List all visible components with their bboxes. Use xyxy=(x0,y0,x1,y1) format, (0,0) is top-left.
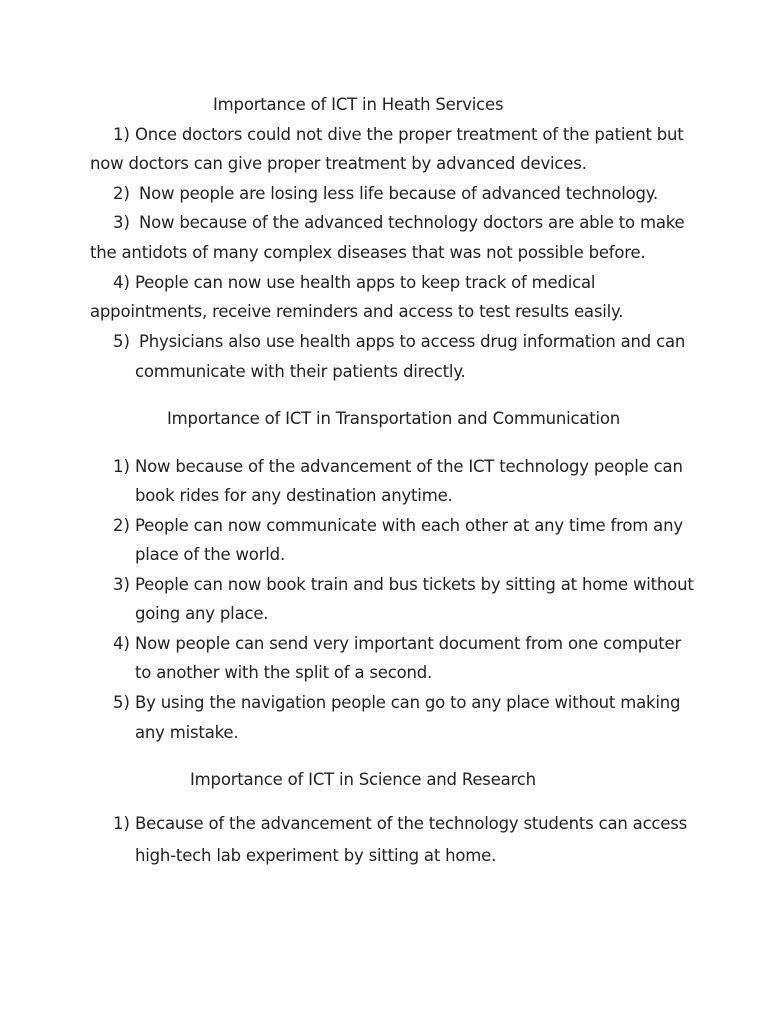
list-item-line: People can now use health apps to keep track of medical xyxy=(135,273,596,292)
list-item-line: high-tech lab experiment by sitting at home. xyxy=(135,846,497,865)
list-item-line: Now because of the advanced technology doctors are able to make xyxy=(139,213,685,232)
list-number: 3) xyxy=(113,213,130,232)
list-number: 2) xyxy=(113,184,130,203)
list-item-line: to another with the split of a second. xyxy=(135,663,433,682)
list-item-line: now doctors can give proper treatment by advanced devices. xyxy=(90,154,587,173)
list-number: 2) xyxy=(113,516,130,535)
list-item-line: Because of the advancement of the technology students can access xyxy=(135,814,688,833)
section-heading-health: Importance of ICT in Heath Services xyxy=(213,95,504,114)
list-item-line: appointments, receive reminders and access to test results easily. xyxy=(90,302,624,321)
list-item-line: going any place. xyxy=(135,604,269,623)
list-item-line: People can now communicate with each other at any time from any xyxy=(135,516,683,535)
section-heading-science: Importance of ICT in Science and Research xyxy=(190,770,536,789)
list-number: 1) xyxy=(113,125,130,144)
section-heading-transportation: Importance of ICT in Transportation and Communication xyxy=(167,409,621,428)
list-number: 4) xyxy=(113,634,130,653)
list-item-line: Once doctors could not dive the proper treatment of the patient but xyxy=(135,125,684,144)
list-item-line: book rides for any destination anytime. xyxy=(135,486,453,505)
list-number: 4) xyxy=(113,273,130,292)
list-item-line: Now because of the advancement of the ICT technology people can xyxy=(135,457,683,476)
list-item-line: People can now book train and bus tickets by sitting at home without xyxy=(135,575,694,594)
list-item-line: the antidots of many complex diseases that was not possible before. xyxy=(90,243,646,262)
list-item-line: Now people are losing less life because of advanced technology. xyxy=(139,184,659,203)
list-item-line: Physicians also use health apps to access drug information and can xyxy=(139,332,686,351)
list-item-line: By using the navigation people can go to any place without making xyxy=(135,693,681,712)
list-number: 1) xyxy=(113,814,130,833)
list-item-line: communicate with their patients directly. xyxy=(135,362,466,381)
list-item-line: Now people can send very important document from one computer xyxy=(135,634,682,653)
list-number: 5) xyxy=(113,332,130,351)
list-number: 1) xyxy=(113,457,130,476)
list-item-line: any mistake. xyxy=(135,723,239,742)
list-number: 3) xyxy=(113,575,130,594)
list-number: 5) xyxy=(113,693,130,712)
list-item-line: place of the world. xyxy=(135,545,285,564)
